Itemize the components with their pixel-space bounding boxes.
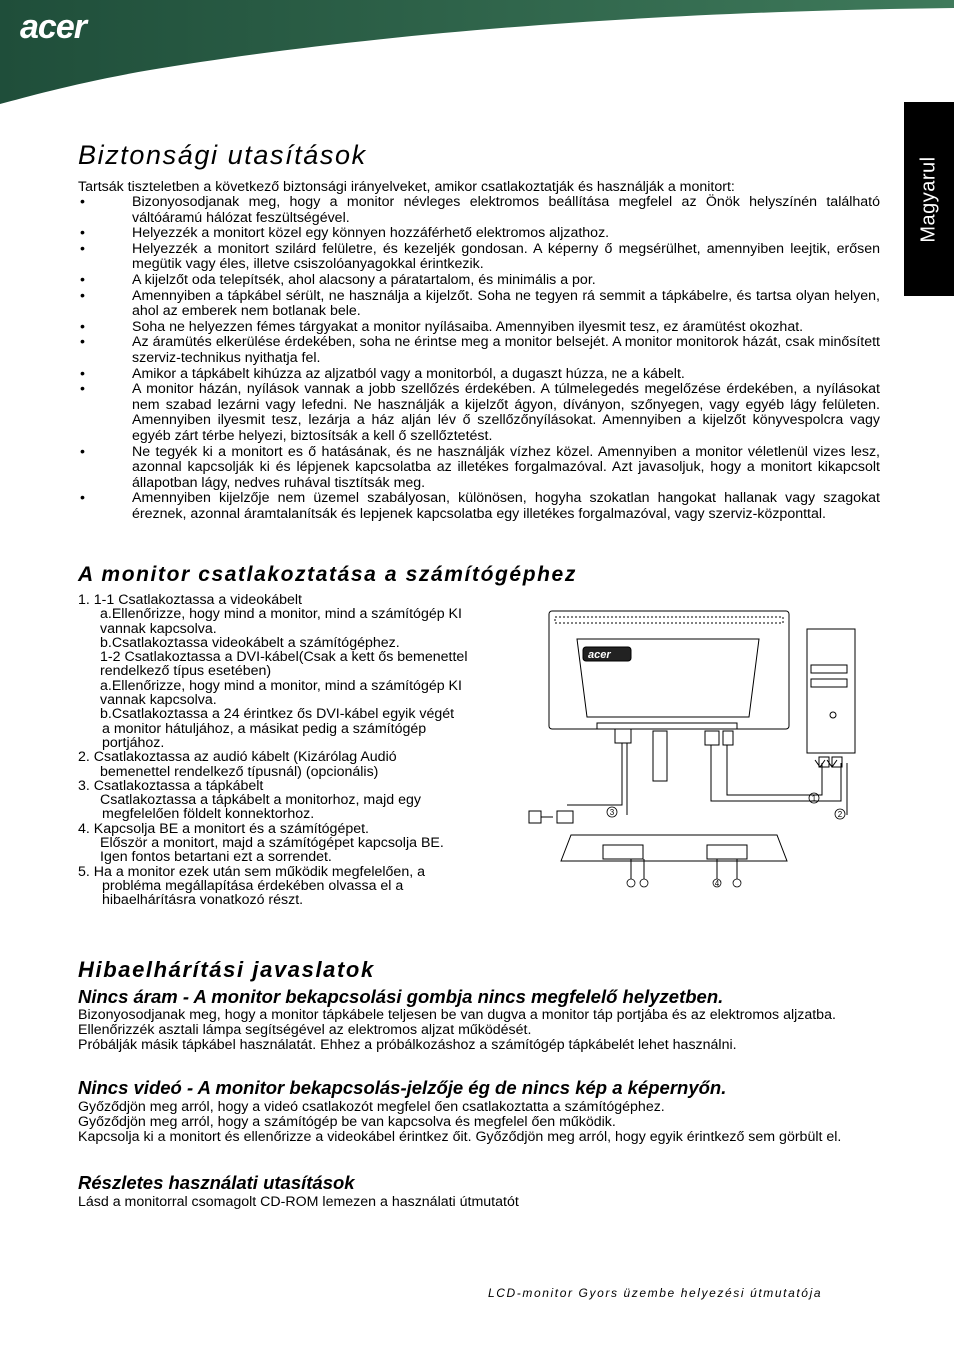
list-item: • Amennyiben a tápkábel sérült, ne használja a kijelzőt. Soha ne tegyen rá semmit a tápkábelre, és tartsa olyan helyen, ahol az emberek nem botlanak bele.	[80, 287, 880, 320]
step-line: vannak kapcsolva.	[100, 620, 217, 637]
step-line: a monitor hátuljához, a másikat pedig a számítógép	[102, 720, 427, 737]
diagram-acer-logo: acer	[588, 649, 611, 661]
callout-4: 4	[714, 879, 720, 888]
list-item: • Amikor a tápkábelt kihúzza az aljzatból vagy a monitorból, a dugaszt húzza, ne a kábelt.	[80, 365, 685, 382]
step-line: portjához.	[102, 734, 165, 751]
step-line: 1-2 Csatlakoztassa a DVI-kábel(Csak a kett ős bemenettel	[100, 649, 468, 666]
step-line: megfelelően földelt konnektorhoz.	[102, 806, 315, 823]
step-line: 5. Ha a monitor ezek után sem működik megfelelően, a	[78, 863, 425, 880]
safety-intro: Tartsák tiszteletben a következő biztonsági irányelveket, amikor csatlakoztatják és használják a monitort:	[78, 179, 735, 195]
safety-list	[78, 195, 880, 522]
connection-diagram	[527, 605, 857, 895]
list-item: • Bizonyosodjanak meg, hogy a monitor névleges elektromos beállítása megfelel az Önök helyszínén található váltóáramú hálózat feszültségével.	[80, 194, 880, 226]
no-power-title: Nincs áram - A monitor bekapcsolási gombja nincs megfelelő helyzetben.	[78, 986, 724, 1007]
step-line: b.Csatlakoztassa videokábelt a számítógéphez.	[100, 634, 400, 651]
connect-steps	[78, 593, 528, 908]
step-line: Először a monitort, majd a számítógépet kapcsolja BE.	[100, 835, 444, 852]
computer-tower	[807, 629, 855, 753]
callout-3: 3	[609, 808, 615, 817]
step-line: 4. Kapcsolja BE a monitort és a számítógépet.	[78, 820, 369, 837]
monitor-bottom-view	[561, 835, 787, 861]
step-line: a.Ellenőrizze, hogy mind a monitor, mind a számítógép KI	[100, 606, 462, 623]
step-line: rendelkező típus esetében)	[100, 663, 272, 680]
step-line: hibaelhárításra vonatkozó részt.	[102, 892, 304, 909]
monitor-stand	[653, 731, 667, 781]
step-line: probléma megállapítása érdekében olvassa el a	[102, 877, 404, 894]
manual-title: Részletes használati utasítások	[78, 1172, 355, 1193]
acer-logo: acer	[20, 8, 86, 46]
header-band	[0, 0, 954, 110]
list-item: • A kijelzőt oda telepítsék, ahol alacsony a páratartalom, és minimális a por.	[80, 271, 596, 288]
list-item: • Ne tegyék ki a monitort es ő hatásának, és ne használják vízhez közel. Amennyiben a monitor véletlenül vizes lesz, azonnal kapcsolják ki és lépjenek kapcsolatba az illetékes forgalmazóval. Azt javasoljuk, hogy a monitort kikapcsolt állapotban lágy, nedves ruhával tisztítsák meg.	[80, 443, 880, 491]
callout-2: 2	[837, 810, 843, 819]
connect-title: A monitor csatlakoztatása a számítógéphez	[78, 563, 577, 586]
monitor-back	[549, 611, 789, 729]
step-line: a.Ellenőrizze, hogy mind a monitor, mind a számítógép KI	[100, 677, 462, 694]
step-line: vannak kapcsolva.	[100, 692, 217, 709]
step-line: 1. 1-1 Csatlakoztassa a videokábelt	[78, 592, 302, 608]
list-item: • A monitor házán, nyílások vannak a jobb szellőzés érdekében. A túlmelegedés megelőzése érdekében, a nyílásokat nem szabad lezárni vagy lefedni. Ne használják a kijelzőt ágyon, díványon, szőnyegen, vagy egyéb lágy felületen. Amennyiben ilyesmit tesz, lezárja a ház alján lév ő szellőzőnyílásokat. Amennyiben a kijelzőt könyvespolcra vagy egyéb zárt térbe helyezi, biztosítsák a kell ő szellőztetést.	[80, 381, 880, 444]
step-line: b.Csatlakoztassa a 24 érintkez ős DVI-kábel egyik végét	[100, 706, 455, 723]
list-item: • Amennyiben kijelzője nem üzemel szabályosan, különösen, hogyha szokatlan hangokat hallanak vagy szagokat éreznek, azonnal áramtalanítsák és lepjenek kapcsolatba egy illetékes forgalmazóval, vagy szerviz-központtal.	[80, 490, 880, 522]
list-item: • Az áramütés elkerülése érdekében, soha ne érintse meg a monitor belsejét. A monitor monitorok házát, csak minősített szerviz-technikus nyithatja fel.	[80, 334, 880, 366]
list-item: • Helyezzék a monitort közel egy könnyen hozzáférhető elektromos aljzathoz.	[80, 225, 610, 242]
step-line: 2. Csatlakoztassa az audió kábelt (Kizárólag Audió	[78, 749, 397, 766]
list-item: • Soha ne helyezzen fémes tárgyakat a monitor nyílásaiba. Amennyiben ilyesmit tesz, ez áramütést okozhat.	[80, 318, 804, 335]
step-line: 3. Csatlakoztassa a tápkábelt	[78, 777, 264, 794]
no-video-title: Nincs videó - A monitor bekapcsolás-jelzője ég de nincs kép a képernyőn.	[78, 1077, 727, 1098]
no-power-text: Bizonyosodjanak meg, hogy a monitor tápkábele teljesen be van dugva a monitor táp portjába és az elektromos aljzatba. Ellenőrizzék asztali lámpa segítségével az elektromos aljzat működését. Próbálják másik tápkábel használatát. Ehhez a próbálkozáshoz a számítógép tápkábelét lehet használni.	[78, 1007, 836, 1053]
manual-text: Lásd a monitorral csomagolt CD-ROM lemezen a használati útmutatót	[78, 1194, 519, 1210]
list-item: • Helyezzék a monitort szilárd felületre, és kezeljék gondosan. A képerny ő megsérülhet, amennyiben leejtik, erősen megütik vagy éles, illetve csiszolóanyagokkal érintkezik.	[80, 240, 880, 273]
language-label: Magyarul	[917, 155, 940, 243]
page-footer: LCD-monitor Gyors üzembe helyezési útmutatója	[488, 1286, 823, 1300]
step-line: Igen fontos betartani ezt a sorrendet.	[100, 849, 332, 866]
trouble-title: Hibaelhárítási javaslatok	[78, 957, 375, 982]
language-tab	[904, 102, 954, 296]
callout-1: 1	[811, 794, 817, 803]
safety-title: Biztonsági utasítások	[78, 140, 367, 170]
step-line: Csatlakoztassa a tápkábelt a monitorhoz, majd egy	[100, 792, 421, 809]
power-plug	[529, 811, 541, 823]
step-line: bemenettel rendelkező típusnál) (opcionális)	[100, 763, 379, 780]
no-video-text: Győződjön meg arról, hogy a videó csatlakozót megfelel ően csatlakoztatta a számítógéphez. Győződjön meg arról, hogy a számítógép be van kapcsolva és megfelel ően működik. Kapcsolja ki a monitort és ellenőrizze a videokábel érintkez őit. Győződjön meg arról, hogy egyik érintkező sem görbült el.	[78, 1099, 842, 1145]
